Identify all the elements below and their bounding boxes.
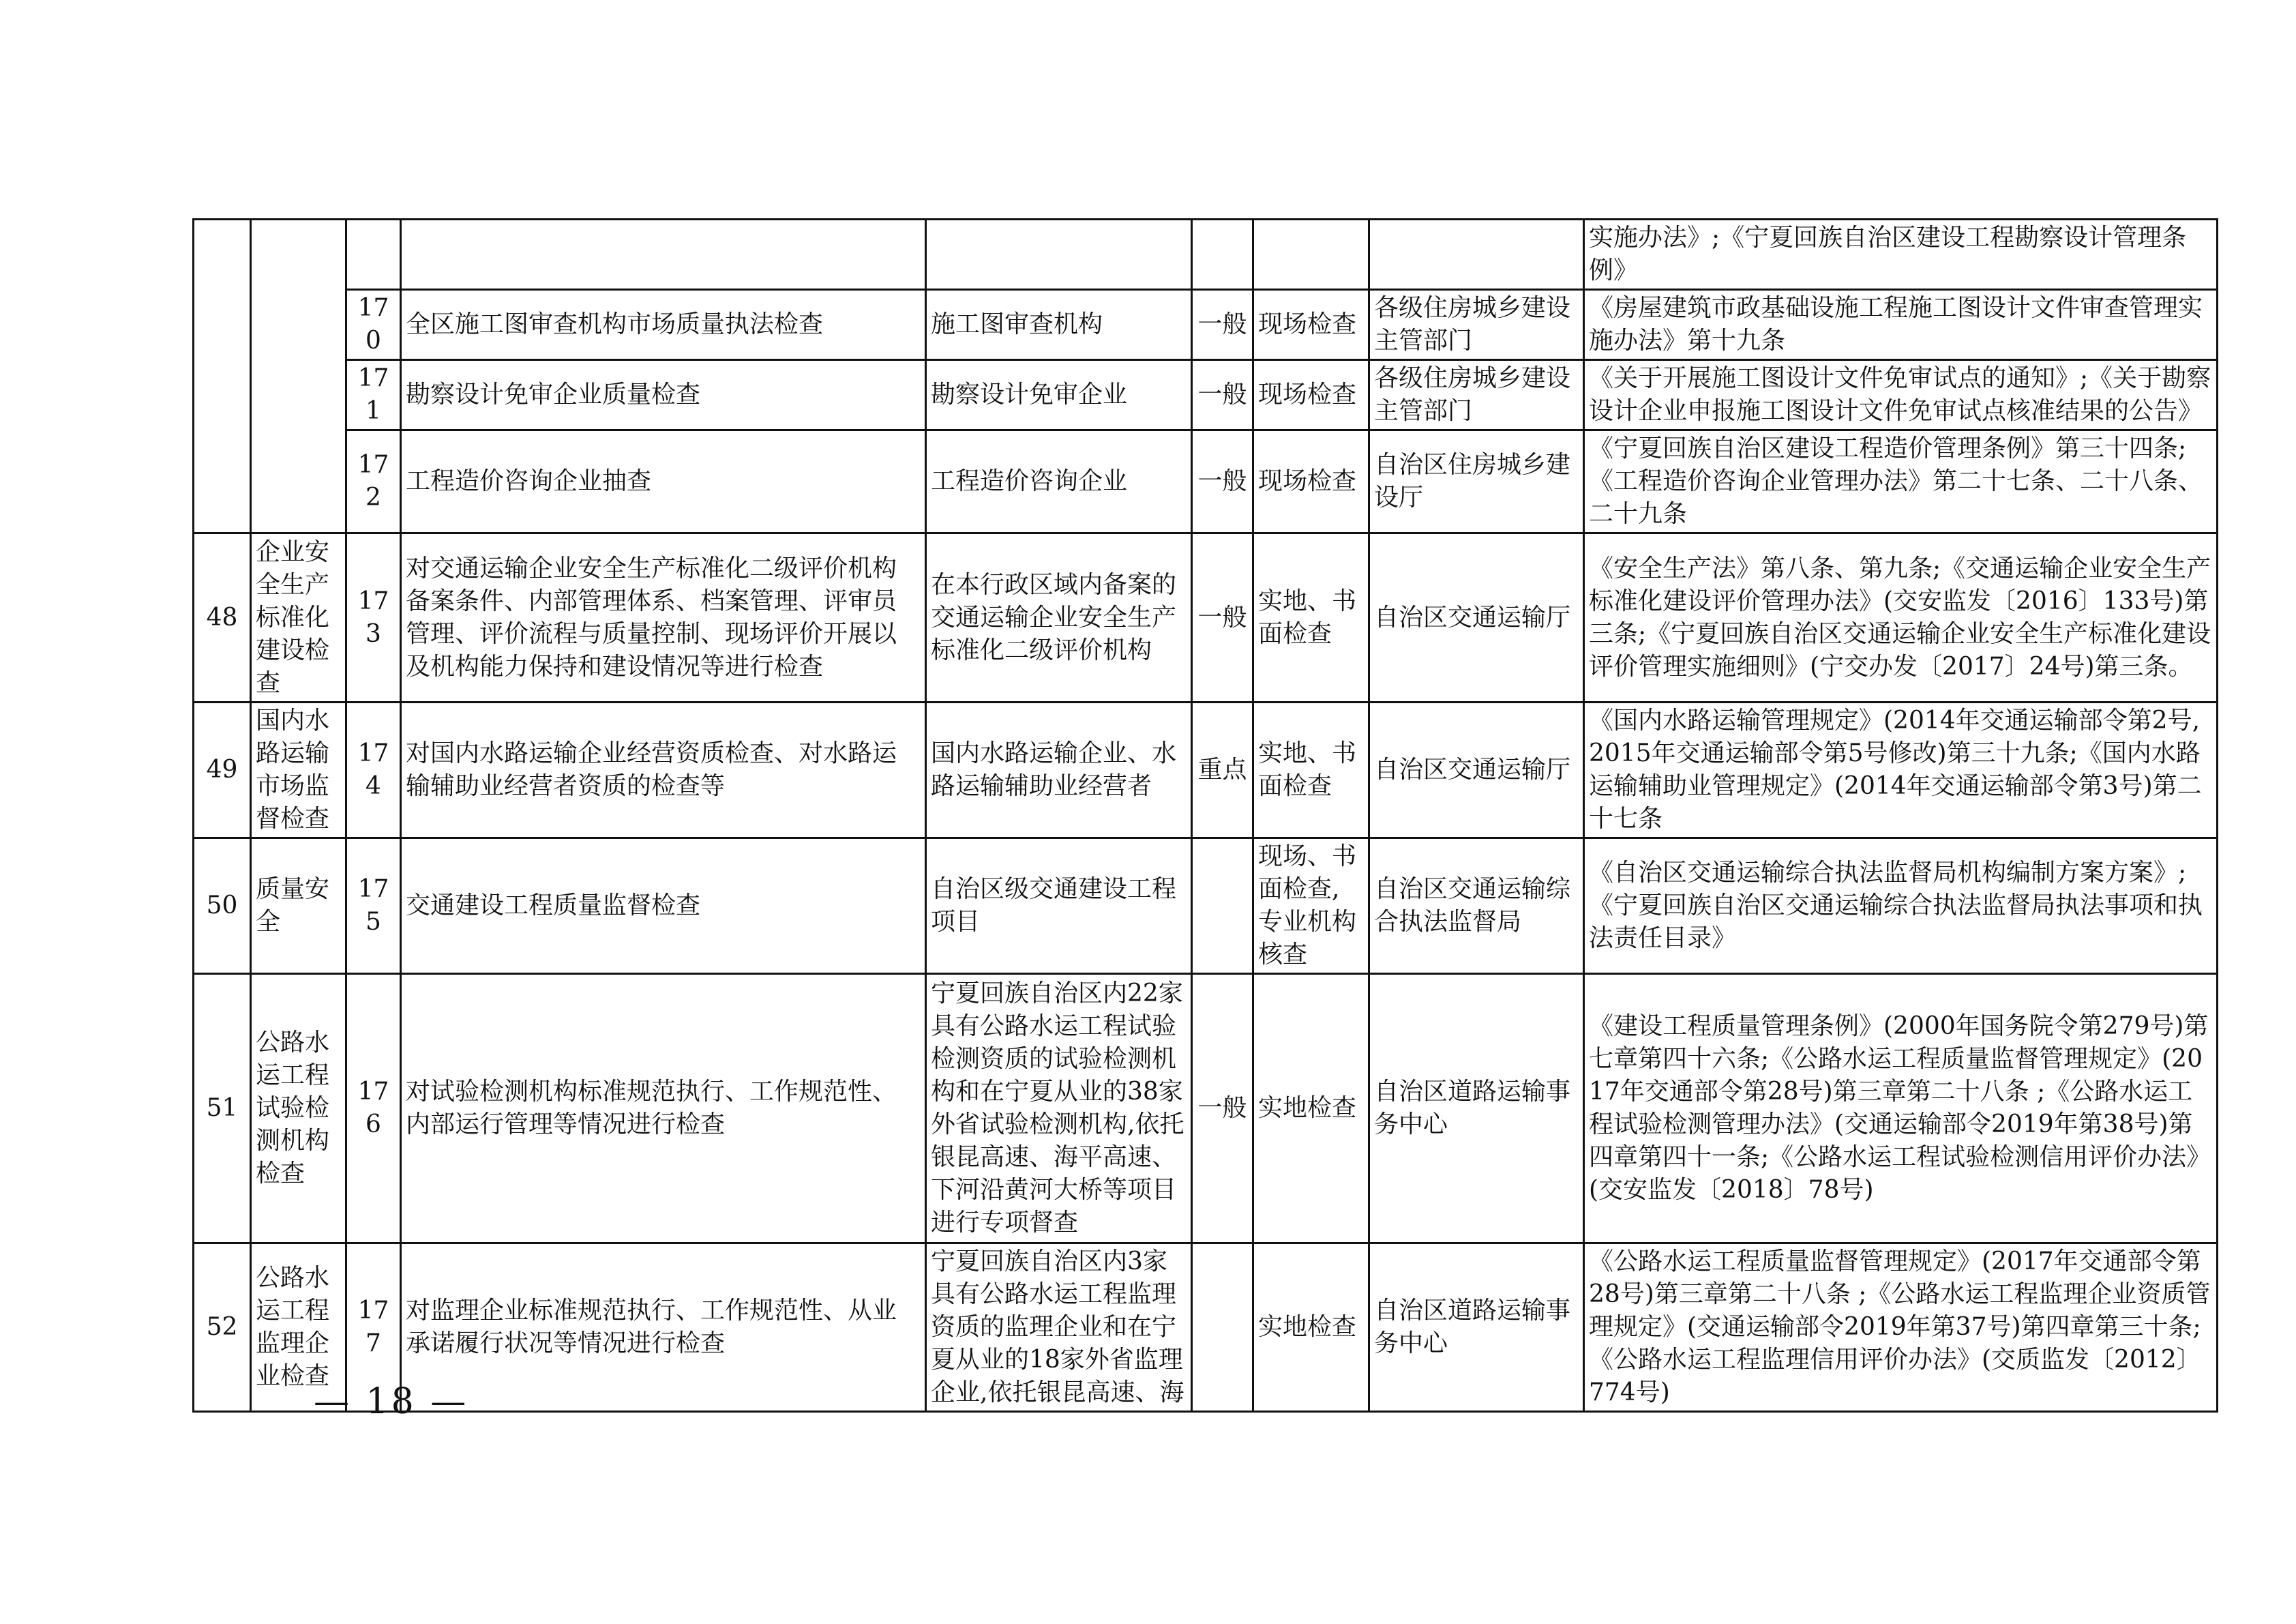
cell-id: 49 [194,703,251,838]
table-row [194,220,2218,290]
cell-basis: 《国内水路运输管理规定》(2014年交通运输部令第2号,2015年交通运输部令第5号修改)第三十九条;《国内水路运输辅助业管理规定》(2014年交通运输部令第3号)第二十七条 [1584,703,2218,838]
cell-dept: 自治区交通运输厅 [1369,533,1584,703]
cell-basis: 《建设工程质量管理条例》(2000年国务院令第279号)第七章第四十六条;《公路水运工程质量监督管理规定》(2017年交通部令第28号)第三章第二十八条 ;《公路水运工程试验检测管理办法》(交通运输部令2019年第38号)第四章第四十一条;《公路水运工程试验检测信用评价办法》(交安监发〔2018〕78号) [1584,974,2218,1243]
cell-item: 国内水路运输市场监督检查 [251,703,346,838]
cell-basis: 《房屋建筑市政基础设施工程施工图设计文件审查管理实施办法》第十九条 [1584,290,2218,360]
cell-basis: 《宁夏回族自治区建设工程造价管理条例》第三十四条;《工程造价咨询企业管理办法》第二十七条、二十八条、二十九条 [1584,430,2218,533]
table-row [194,290,2218,360]
cell-no: 177 [346,1243,401,1412]
cell-no: 170 [346,290,401,360]
cell-no: 173 [346,533,401,703]
cell-dept: 自治区住房城乡建设厅 [1369,430,1584,533]
cell-level: 一般 [1192,533,1253,703]
cell-method: 现场检查 [1253,360,1369,430]
cell-item [251,220,346,533]
table-row [194,533,2218,703]
cell-no: 174 [346,703,401,838]
cell-level: 一般 [1192,430,1253,533]
table-row [194,703,2218,838]
cell-method: 实地、书面检查 [1253,703,1369,838]
cell-method: 现场检查 [1253,430,1369,533]
cell-content: 对国内水路运输企业经营资质检查、对水路运输辅助业经营者资质的检查等 [401,703,926,838]
cell-id: 48 [194,533,251,703]
cell-object [926,220,1192,290]
cell-dept: 各级住房城乡建设主管部门 [1369,290,1584,360]
table-row [194,974,2218,1243]
cell-level: 一般 [1192,974,1253,1243]
cell-content: 对交通运输企业安全生产标准化二级评价机构备案条件、内部管理体系、档案管理、评审员管理、评价流程与质量控制、现场评价开展以及机构能力保持和建设情况等进行检查 [401,533,926,703]
cell-content: 工程造价咨询企业抽查 [401,430,926,533]
cell-id: 51 [194,974,251,1243]
cell-object: 国内水路运输企业、水路运输辅助业经营者 [926,703,1192,838]
cell-no: 172 [346,430,401,533]
cell-content: 对试验检测机构标准规范执行、工作规范性、内部运行管理等情况进行检查 [401,974,926,1243]
cell-id: 50 [194,838,251,974]
cell-id [194,220,251,533]
cell-method: 现场、书面检查,专业机构核查 [1253,838,1369,974]
cell-level: 一般 [1192,360,1253,430]
cell-id: 52 [194,1243,251,1412]
cell-level: 重点 [1192,703,1253,838]
cell-no [346,220,401,290]
cell-object: 宁夏回族自治区内3家具有公路水运工程监理资质的监理企业和在宁夏从业的18家外省监理企业,依托银昆高速、海 [926,1243,1192,1412]
cell-item: 公路水运工程监理企业检查 [251,1243,346,1412]
cell-dept [1369,220,1584,290]
cell-dept: 自治区交通运输综合执法监督局 [1369,838,1584,974]
cell-method: 实地检查 [1253,1243,1369,1412]
cell-dept: 自治区交通运输厅 [1369,703,1584,838]
cell-basis: 《自治区交通运输综合执法监督局机构编制方案方案》;《宁夏回族自治区交通运输综合执法监督局执法事项和执法责任目录》 [1584,838,2218,974]
cell-content: 对监理企业标准规范执行、工作规范性、从业承诺履行状况等情况进行检查 [401,1243,926,1412]
cell-no: 175 [346,838,401,974]
table-row [194,360,2218,430]
cell-content: 交通建设工程质量监督检查 [401,838,926,974]
cell-method [1253,220,1369,290]
cell-object: 自治区级交通建设工程项目 [926,838,1192,974]
inspection-table-sheet [192,218,2216,1413]
cell-item: 企业安全生产标准化建设检查 [251,533,346,703]
cell-level [1192,838,1253,974]
cell-content: 勘察设计免审企业质量检查 [401,360,926,430]
table-row [194,838,2218,974]
cell-object: 工程造价咨询企业 [926,430,1192,533]
page-number: — 18 — [314,1381,469,1422]
cell-method: 实地、书面检查 [1253,533,1369,703]
cell-basis: 《关于开展施工图设计文件免审试点的通知》;《关于勘察设计企业申报施工图设计文件免审试点核准结果的公告》 [1584,360,2218,430]
cell-dept: 自治区道路运输事务中心 [1369,974,1584,1243]
cell-content: 全区施工图审查机构市场质量执法检查 [401,290,926,360]
inspection-table [192,218,2218,1413]
cell-method: 现场检查 [1253,290,1369,360]
cell-no: 176 [346,974,401,1243]
cell-method: 实地检查 [1253,974,1369,1243]
cell-content [401,220,926,290]
cell-object: 在本行政区域内备案的交通运输企业安全生产标准化二级评价机构 [926,533,1192,703]
cell-dept: 各级住房城乡建设主管部门 [1369,360,1584,430]
cell-level [1192,220,1253,290]
cell-item: 公路水运工程试验检测机构检查 [251,974,346,1243]
cell-level [1192,1243,1253,1412]
cell-basis: 《安全生产法》第八条、第九条;《交通运输企业安全生产标准化建设评价管理办法》(交安监发〔2016〕133号)第三条;《宁夏回族自治区交通运输企业安全生产标准化建设评价管理实施细则》(宁交办发〔2017〕24号)第三条。 [1584,533,2218,703]
table-row [194,1243,2218,1412]
cell-no: 171 [346,360,401,430]
table-row [194,430,2218,533]
cell-level: 一般 [1192,290,1253,360]
cell-basis: 实施办法》;《宁夏回族自治区建设工程勘察设计管理条例》 [1584,220,2218,290]
cell-object: 勘察设计免审企业 [926,360,1192,430]
cell-item: 质量安全 [251,838,346,974]
cell-object: 施工图审查机构 [926,290,1192,360]
cell-dept: 自治区道路运输事务中心 [1369,1243,1584,1412]
cell-object: 宁夏回族自治区内22家具有公路水运工程试验检测资质的试验检测机构和在宁夏从业的38家外省试验检测机构,依托银昆高速、海平高速、下河沿黄河大桥等项目进行专项督查 [926,974,1192,1243]
cell-basis: 《公路水运工程质量监督管理规定》(2017年交通部令第28号)第三章第二十八条 ;《公路水运工程监理企业资质管理规定》(交通运输部令2019年第37号)第四章第三十条;《公路水运工程监理信用评价办法》(交质监发〔2012〕774号) [1584,1243,2218,1412]
